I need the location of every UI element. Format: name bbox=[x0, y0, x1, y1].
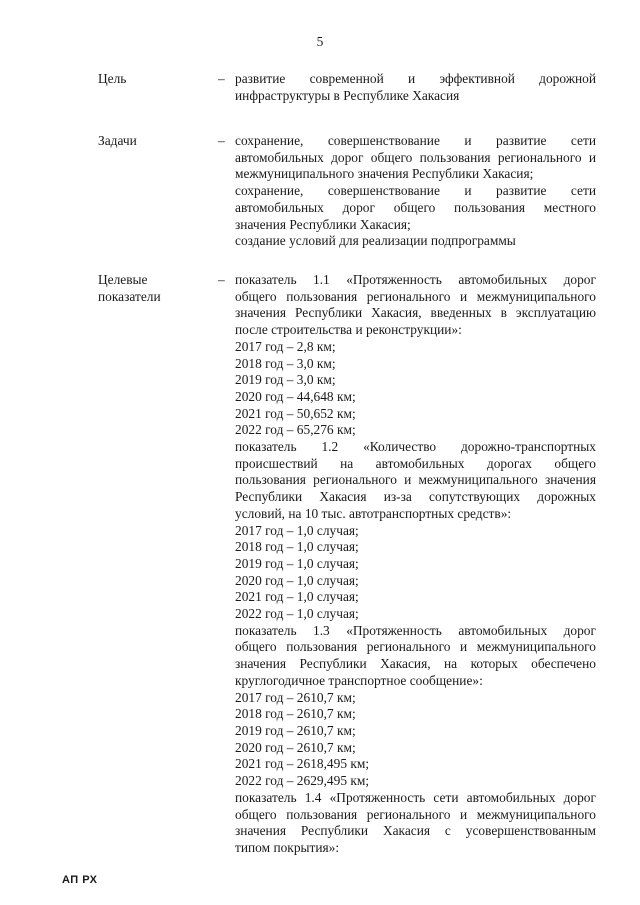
content-line: значения Республики Хакасия, введенных в эксплуатацию bbox=[235, 305, 596, 321]
content-line: происшествий на автомобильных дорогах общего bbox=[235, 455, 596, 471]
content-line: межмуниципального значения Республики Хакасия; bbox=[235, 166, 534, 182]
content-line: автомобильных дорог общего пользования местного bbox=[235, 199, 596, 215]
content-line: пользования регионального и межмуниципального значения bbox=[235, 472, 596, 488]
content-line: 2022 год – 1,0 случая; bbox=[235, 606, 359, 622]
content-line: сохранение, совершенствование и развитие сети bbox=[235, 183, 596, 199]
content-line: 2017 год – 2610,7 км; bbox=[235, 689, 356, 705]
content-line: общего пользования регионального и межмуниципального bbox=[235, 806, 596, 822]
section-label bbox=[98, 133, 208, 150]
content-line: показатель 1.4 «Протяженность сети автомобильных дорог bbox=[235, 789, 596, 805]
content-line: развитие современной и эффективной дорожной bbox=[235, 71, 596, 86]
content-line: круглогодичное транспортное сообщение»: bbox=[235, 672, 483, 688]
section-label-line: Задачи bbox=[98, 133, 137, 148]
content-line: 2019 год – 1,0 случая; bbox=[235, 555, 359, 571]
content-line: общего пользования регионального и межмуниципального bbox=[235, 639, 596, 655]
dash: – bbox=[218, 133, 225, 148]
content-line: после строительства и реконструкции»: bbox=[235, 322, 462, 338]
footer-mark: АП РХ bbox=[62, 874, 98, 886]
content-line: условий, на 10 тыс. автотранспортных средств»: bbox=[235, 505, 512, 521]
content-line: 2020 год – 2610,7 км; bbox=[235, 739, 356, 755]
content-line: показатель 1.3 «Протяженность автомобильных дорог bbox=[235, 622, 596, 638]
content-line: сохранение, совершенствование и развитие сети bbox=[235, 133, 596, 148]
content-line: 2022 год – 2629,495 км; bbox=[235, 773, 370, 789]
content-line: 2019 год – 3,0 км; bbox=[235, 372, 336, 388]
content-line: показатель 1.2 «Количество дорожно-транспортных bbox=[235, 439, 596, 455]
content-line: 2018 год – 2610,7 км; bbox=[235, 706, 356, 722]
section-label bbox=[98, 71, 208, 88]
section-label-line: Целевые bbox=[98, 272, 148, 287]
content-line: инфраструктуры в Республике Хакасия bbox=[235, 87, 460, 103]
content-line: 2019 год – 2610,7 км; bbox=[235, 722, 356, 738]
content-line: 2021 год – 1,0 случая; bbox=[235, 589, 359, 605]
page-number: 5 bbox=[316, 34, 324, 49]
section-label-line: Цель bbox=[98, 71, 127, 86]
section-label bbox=[98, 272, 208, 305]
content-line: значения Республики Хакасия, на которых обеспечено bbox=[235, 656, 596, 672]
content-line: общего пользования регионального и межмуниципального bbox=[235, 288, 596, 304]
content-line: значения Республики Хакасия с усовершенствованным bbox=[235, 823, 596, 839]
section-content bbox=[235, 133, 596, 250]
content-line: 2017 год – 2,8 км; bbox=[235, 338, 336, 354]
dash: – bbox=[218, 71, 225, 86]
content-line: типом покрытия»: bbox=[235, 839, 340, 855]
content-line: Республики Хакасия из-за сопутствующих дорожных bbox=[235, 489, 596, 505]
content-line: 2018 год – 3,0 км; bbox=[235, 355, 336, 371]
section-content bbox=[235, 71, 596, 104]
content-line: 2021 год – 2618,495 км; bbox=[235, 756, 370, 772]
content-line: 2022 год – 65,276 км; bbox=[235, 422, 356, 438]
content-line: показатель 1.1 «Протяженность автомобильных дорог bbox=[235, 272, 596, 287]
section-content bbox=[235, 272, 596, 857]
content-line: 2020 год – 44,648 км; bbox=[235, 388, 356, 404]
section-label-line: показатели bbox=[98, 288, 161, 304]
content-line: создание условий для реализации подпрограммы bbox=[235, 233, 516, 249]
content-line: значения Республики Хакасия; bbox=[235, 216, 411, 232]
content-line: 2017 год – 1,0 случая; bbox=[235, 522, 359, 538]
dash: – bbox=[218, 272, 225, 287]
content-line: 2020 год – 1,0 случая; bbox=[235, 572, 359, 588]
content-line: 2018 год – 1,0 случая; bbox=[235, 539, 359, 555]
content-line: автомобильных дорог общего пользования регионального и bbox=[235, 149, 596, 165]
content-line: 2021 год – 50,652 км; bbox=[235, 405, 356, 421]
